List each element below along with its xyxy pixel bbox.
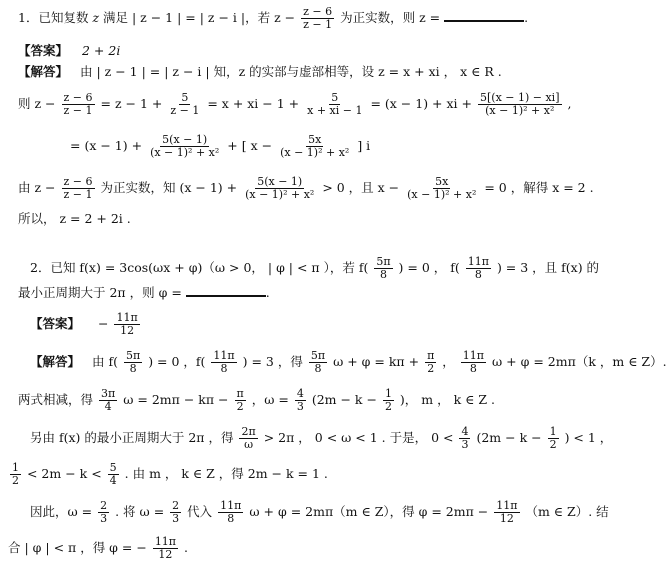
q1-stem: 1．已知复数 z 满足 | z − 1 | = | z − i |，若 z − $\frac{z - 6}{z - 1}$ 为正实数，则 z = . bbox=[18, 5, 529, 31]
q2-answer-blank bbox=[186, 285, 266, 297]
q1-stem-expr: z − bbox=[274, 10, 296, 25]
q1-solution-line4: 由 z − $\frac{z - 6}{z - 1}$ 为正实数，知 (x − 1) + $\frac{5(x - 1)}{\text{(x − 1)² + x²}}$ > 0 ，且 x − $\frac{5x}{\text{(x − 1)² + x²}}$ = 0 ，解得 x = 2 . bbox=[18, 175, 594, 201]
q2-answer-tag: 【答案】 bbox=[30, 316, 81, 331]
q1-answer-row bbox=[18, 42, 120, 60]
q2-solution-line4: $\frac{1}{2}$ < 2m − k < $\frac{5}{4}$ . 由 m ， k ∈ Z ，得 2m − k = 1 . bbox=[12, 461, 328, 487]
q2-solution-line1: 【解答】 由 f( $\frac{5\pi}{8}$ ) = 0 ，f( $\frac{11\pi}{8}$ ) = 3 ，得 $\frac{5\pi}{8}$ ω + φ = kπ + $\frac{\pi}{2}$ ， $\frac{11\pi}{8}$ ω + φ = 2mπ（k ，m ∈ Z）. bbox=[30, 349, 667, 375]
q1-solution-line3: = (x − 1) + $\frac{5(x - 1)}{\text{(x − 1)² + x²}}$ + [ x − $\frac{5x}{\text{(x − 1)² + x²}}$ ] i bbox=[70, 133, 371, 159]
q2-solution-line3: 另由 f(x) 的最小正周期大于 2π ，得 $\frac{2\pi}{\omega}$ > 2π ， 0 < ω < 1 . 于是， 0 < $\frac{4}{3}$ (2m − k − $\frac{1}{2}$ ) < 1 ， bbox=[30, 425, 613, 451]
q2-answer: $\frac{11\pi}{12}$ bbox=[116, 311, 138, 337]
q1-stem-ask: 为正实数，则 z = bbox=[340, 10, 441, 25]
q1-solution-text1: 由 | z − 1 | = | z − i | 知，z 的实部与虚部相等，设 z = x + xi ， x ∈ R . bbox=[80, 64, 502, 79]
q1-conclusion: 所以， z = 2 + 2i . bbox=[18, 211, 131, 226]
q1-stem-text: 1．已知复数 bbox=[18, 10, 89, 25]
q1-answer: 2 + 2i bbox=[82, 43, 121, 58]
q1-var-z: z bbox=[92, 10, 100, 25]
q2-solution-line2: 两式相减，得 $\frac{3\pi}{4}$ ω = 2mπ − kπ − $\frac{\pi}{2}$ ，ω = $\frac{4}{3}$ (2m − k − $\frac{1}{2}$ )， m ， k ∈ Z . bbox=[18, 387, 495, 413]
q2-stem-line2: 最小正周期大于 2π ，则 φ = . bbox=[18, 285, 270, 300]
q2-solution-line6: 合 | φ | < π ，得 φ = − $\frac{11\pi}{12}$ . bbox=[8, 535, 189, 561]
q2-solution-tag: 【解答】 bbox=[30, 354, 81, 369]
q1-solution-tag: 【解答】 bbox=[18, 64, 69, 79]
q1-answer-blank bbox=[444, 10, 524, 22]
q1-solution-line2: 则 z − $\frac{z - 6}{z - 1}$ = z − 1 + $\frac{5}{z - 1}$ = x + xi − 1 + $\frac{5}{x + xi - 1}$ = (x − 1) + xi + $\frac{5[(x - 1) - xi]}{\text{(x − 1)² + x²}}$ , bbox=[18, 91, 572, 117]
q2-answer-row: 【答案】 − $\frac{11\pi}{12}$ bbox=[30, 311, 138, 337]
q2-solution-line5: 因此，ω = $\frac{2}{3}$ . 将 ω = $\frac{2}{3}$ 代入 $\frac{11\pi}{8}$ ω + φ = 2mπ（m ∈ Z），得 φ = 2mπ − $\frac{11\pi}{12}$ （m ∈ Z）. 结 bbox=[30, 499, 609, 525]
q1-answer-tag: 【答案】 bbox=[18, 43, 69, 58]
q2-stem: 2．已知 f(x) = 3cos(ωx + φ)（ω > 0， | φ | < π ），若 f( $\frac{5\pi}{8}$ ) = 0 ， f( $\frac{11\pi}{8}$ ) = 3 ，且 f(x) 的 bbox=[30, 255, 600, 281]
q1-frac: $\frac{z - 6}{z - 1}$ bbox=[303, 5, 333, 31]
q1-stem-cond: 满足 | z − 1 | = | z − i |，若 bbox=[103, 10, 271, 25]
q1-solution-line1 bbox=[18, 63, 502, 81]
